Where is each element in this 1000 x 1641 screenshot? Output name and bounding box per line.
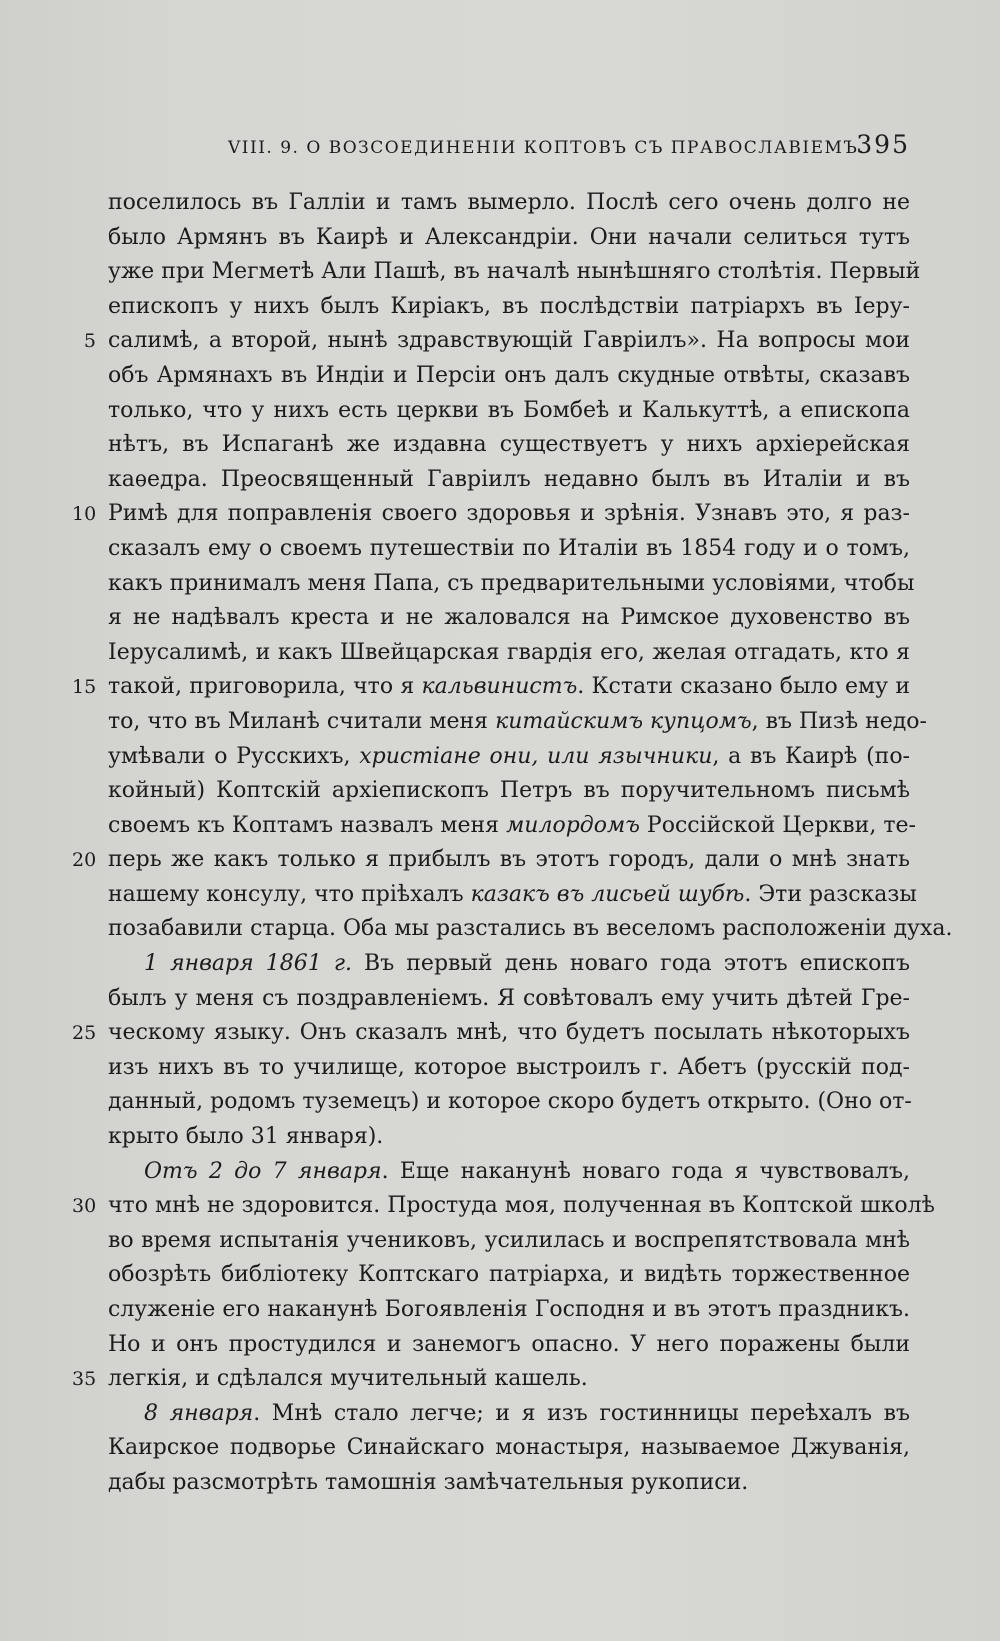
line-text: каѳедра. Преосвященный Гавріилъ недавно былъ въ Италіи и въ bbox=[108, 466, 910, 492]
italic-phrase: милордомъ bbox=[506, 812, 640, 838]
line-text-segment: Въ первый день новаго года этотъ епископъ bbox=[351, 951, 910, 977]
text-line bbox=[100, 1155, 910, 1190]
line-text-segment: нашему консулу, что пріѣхалъ bbox=[108, 881, 471, 907]
line-number: 20 bbox=[72, 849, 97, 872]
line-text: дабы разсмотрѣть тамошнія замѣчательныя рукописи. bbox=[108, 1469, 749, 1495]
text-line bbox=[100, 1466, 910, 1501]
text-line bbox=[100, 428, 910, 463]
italic-phrase: китайскимъ купцомъ bbox=[495, 708, 752, 734]
line-text: легкія, и сдѣлался мучительный кашель. bbox=[108, 1366, 588, 1392]
text-line bbox=[100, 290, 910, 325]
line-text: во время испытанія учениковъ, усилилась и воспрепятствовала мнѣ bbox=[108, 1227, 910, 1253]
text-line bbox=[100, 912, 953, 947]
line-text: Но и онъ простудился и занемогъ опасно. У него поражены были bbox=[108, 1331, 910, 1357]
text-line bbox=[100, 186, 910, 221]
text-line bbox=[83, 324, 910, 359]
line-text-segment: . Еще наканунѣ новаго года я чувствовалъ, bbox=[381, 1158, 910, 1184]
line-text bbox=[100, 947, 910, 982]
line-text bbox=[100, 1397, 910, 1432]
line-text-segment: своемъ къ Коптамъ назвалъ меня bbox=[108, 812, 507, 838]
line-text: объ Армянахъ въ Индіи и Персіи онъ далъ скудные отвѣты, сказавъ bbox=[108, 362, 910, 388]
text-line bbox=[100, 1224, 910, 1259]
text-line bbox=[100, 532, 910, 567]
line-text: салимѣ, а второй, нынѣ здравствующій Гавріилъ». На вопросы мои bbox=[108, 328, 910, 354]
text-line bbox=[100, 1431, 910, 1466]
text-line bbox=[100, 1051, 910, 1086]
line-text: позабавили старца. Оба мы разстались въ веселомъ расположеніи духа. bbox=[108, 916, 953, 942]
text-line bbox=[100, 221, 910, 256]
line-text bbox=[100, 878, 917, 913]
line-text: койный) Коптскій архіепископъ Петръ въ поручительномъ письмѣ bbox=[108, 778, 910, 804]
text-line bbox=[100, 567, 915, 602]
text-line bbox=[100, 463, 910, 498]
line-text: Римѣ для поправленія своего здоровья и зрѣнія. Узнавъ это, я раз- bbox=[108, 501, 910, 527]
text-line bbox=[100, 636, 910, 671]
text-line bbox=[100, 947, 910, 982]
text-line bbox=[72, 843, 910, 878]
line-text bbox=[100, 1155, 910, 1190]
line-text: служеніе его наканунѣ Богоявленія Господня и въ этотъ праздникъ. bbox=[108, 1297, 910, 1322]
line-number: 15 bbox=[72, 676, 97, 699]
italic-phrase: 8 января bbox=[144, 1400, 254, 1426]
italic-phrase: кальвинистъ bbox=[421, 674, 578, 700]
line-text: епископъ у нихъ былъ Киріакъ, въ послѣдствіи патріархъ въ Іеру- bbox=[108, 293, 910, 319]
line-text: данный, родомъ туземецъ) и которое скоро будетъ открыто. (Оно от- bbox=[108, 1089, 912, 1115]
line-number: 25 bbox=[72, 1022, 97, 1045]
text-line bbox=[100, 255, 921, 290]
italic-phrase: 1 января 1861 г. bbox=[144, 951, 352, 977]
line-text: что мнѣ не здоровится. Простуда моя, полученная въ Коптской школѣ bbox=[108, 1193, 935, 1219]
line-text-segment: . Кстати сказано было ему и bbox=[577, 674, 910, 700]
line-number: 30 bbox=[72, 1195, 97, 1218]
line-text-segment: . Мнѣ стало легче; и я изъ гостинницы переѣхалъ въ bbox=[253, 1400, 910, 1426]
running-head: VIII. 9. О ВОЗСОЕДИНЕНІИ КОПТОВЪ СЪ ПРАВОСЛАВІЕМЪ. bbox=[228, 138, 866, 158]
line-text-segment: , а въ Каирѣ (по- bbox=[712, 743, 910, 769]
line-text: ческому языку. Онъ сказалъ мнѣ, что будетъ посылать нѣкоторыхъ bbox=[108, 1020, 910, 1046]
line-text bbox=[100, 705, 927, 740]
line-number: 35 bbox=[72, 1368, 97, 1391]
line-text: было Армянъ въ Каирѣ и Александріи. Они начали селиться тутъ bbox=[108, 224, 910, 250]
line-text: нѣтъ, въ Испаганѣ же издавна существуетъ у нихъ архіерейская bbox=[108, 432, 910, 458]
text-line bbox=[100, 1397, 910, 1432]
body-text bbox=[72, 186, 953, 1501]
line-number: 5 bbox=[83, 330, 96, 353]
text-line bbox=[100, 1328, 910, 1363]
line-text-segment: Россійской Церкви, те- bbox=[639, 812, 916, 838]
text-line bbox=[100, 1258, 910, 1293]
text-line bbox=[72, 497, 910, 532]
text-line bbox=[100, 705, 927, 740]
page-number: 395 bbox=[856, 130, 910, 159]
line-text-segment: , въ Пизѣ недо- bbox=[751, 708, 927, 734]
text-line bbox=[100, 1085, 910, 1120]
line-text: крыто было 31 января). bbox=[108, 1124, 384, 1150]
line-text-segment: . Эти разсказы bbox=[744, 881, 917, 907]
line-text: перь же какъ только я прибылъ въ этотъ городъ, дали о мнѣ знать bbox=[108, 847, 910, 873]
text-line bbox=[100, 982, 910, 1017]
text-line bbox=[72, 670, 910, 705]
line-text: поселилось въ Галліи и тамъ вымерло. Послѣ сего очень долго не bbox=[108, 190, 910, 215]
text-line bbox=[100, 1120, 910, 1155]
line-text: я не надѣвалъ креста и не жаловался на Римское духовенство въ bbox=[108, 605, 910, 631]
line-text-segment: то, что въ Миланѣ считали меня bbox=[108, 708, 496, 734]
line-text: изъ нихъ въ то училище, которое выстроилъ г. Абетъ (русскій под- bbox=[108, 1054, 910, 1080]
italic-phrase: казакъ въ лисьей шубѣ bbox=[470, 881, 745, 907]
text-line bbox=[100, 740, 910, 775]
line-text: Каирское подворье Синайскаго монастыря, называемое Джуванія, bbox=[108, 1435, 910, 1461]
line-text bbox=[100, 809, 916, 844]
line-text: обозрѣть библіотеку Коптскаго патріарха, и видѣть торжественное bbox=[108, 1262, 910, 1288]
text-line bbox=[100, 601, 910, 636]
line-text: только, что у нихъ есть церкви въ Бомбеѣ и Калькуттѣ, а епископа bbox=[108, 397, 910, 423]
italic-phrase: Отъ 2 до 7 января bbox=[144, 1158, 382, 1184]
line-text: какъ принималъ меня Папа, съ предварительными условіями, чтобы bbox=[108, 570, 915, 596]
line-text bbox=[100, 670, 910, 705]
text-line bbox=[100, 394, 910, 429]
line-text: уже при Мегметѣ Али Пашѣ, въ началѣ нынѣшняго столѣтія. Первый bbox=[108, 259, 921, 285]
line-text-segment: умѣвали о Русскихъ, bbox=[108, 743, 360, 769]
text-line bbox=[72, 1189, 935, 1224]
text-line bbox=[100, 359, 910, 394]
text-line bbox=[100, 1293, 910, 1328]
line-text-segment: такой, приговорила, что я bbox=[108, 674, 422, 700]
line-text: былъ у меня съ поздравленіемъ. Я совѣтовалъ ему учить дѣтей Гре- bbox=[108, 985, 910, 1011]
line-text: Іерусалимѣ, и какъ Швейцарская гвардія его, желая отгадать, кто я bbox=[108, 639, 910, 665]
line-text bbox=[100, 740, 910, 775]
page-header bbox=[100, 130, 910, 170]
line-text: сказалъ ему о своемъ путешествіи по Италіи въ 1854 году и о томъ, bbox=[108, 535, 910, 561]
line-number: 10 bbox=[72, 503, 97, 526]
text-line bbox=[100, 774, 910, 809]
text-line bbox=[100, 878, 917, 913]
text-line bbox=[100, 809, 916, 844]
text-line bbox=[72, 1362, 910, 1397]
text-line bbox=[72, 1016, 910, 1051]
italic-phrase: христiане они, или язычники bbox=[359, 743, 713, 769]
